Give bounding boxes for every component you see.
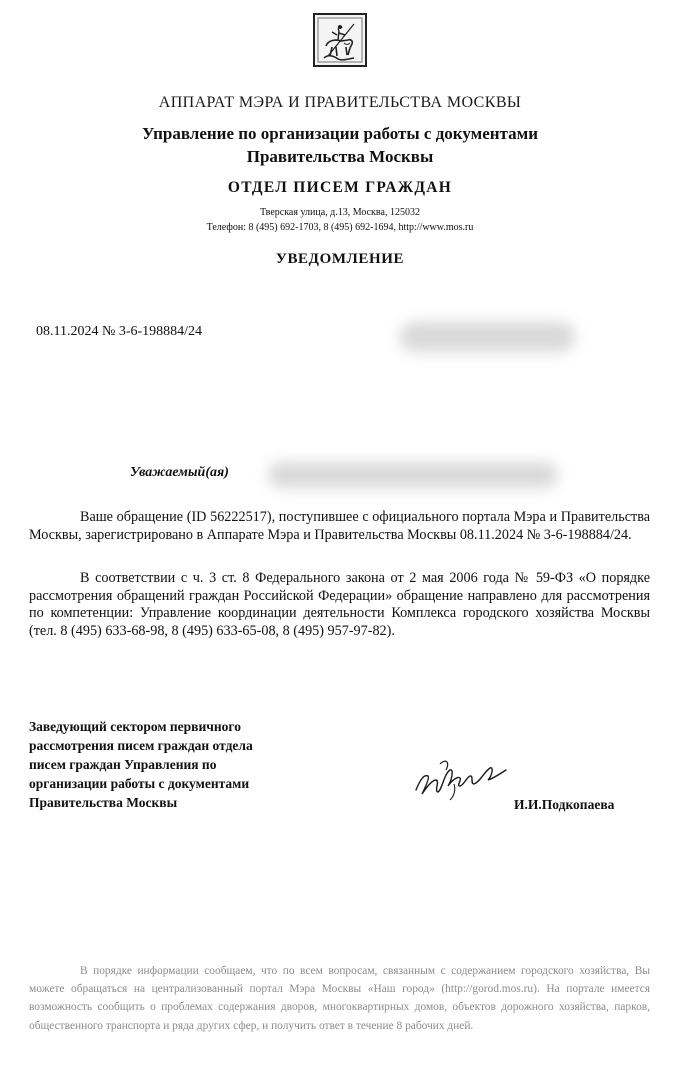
redacted-recipient-address (400, 322, 575, 352)
body-paragraph-2: В соответствии с ч. 3 ст. 8 Федерального закона от 2 мая 2006 года № 59-ФЗ «О порядке рассмотрения обращений граждан Российской Федерации» обращение направлено для рассмотрения по компетенции: Управление координации деятельности Комплекса городского хозяйства Москвы (тел. 8 (495) 633-68-98, 8 (495) 633-65-08, 8 (495) 957-97-82). (29, 570, 650, 639)
signer-position-line: организации работы с документами (29, 776, 250, 791)
registration-number: 08.11.2024 № 3-6-198884/24 (36, 324, 203, 339)
handwritten-signature (410, 750, 510, 805)
signer-position-line: писем граждан Управления по (29, 757, 217, 772)
redacted-recipient-name (268, 462, 558, 488)
signer-position-line: рассмотрения писем граждан отдела (29, 738, 253, 753)
notice-title: УВЕДОМЛЕНИЕ (275, 251, 405, 267)
signer-position-line: Правительства Москвы (29, 795, 178, 810)
signer-position (29, 717, 253, 812)
signer-position-line: Заведующий сектором первичного (29, 719, 241, 734)
organization-title: АППАРАТ МЭРА И ПРАВИТЕЛЬСТВА МОСКВЫ (158, 94, 522, 111)
division-title: ОТДЕЛ ПИСЕМ ГРАЖДАН (227, 179, 453, 196)
department-title-line1: Управление по организации работы с документами (142, 124, 538, 143)
footer-note: В порядке информации сообщаем, что по всем вопросам, связанным с содержанием городского хозяйства, Вы можете обращаться на централизованный портал Мэра Москвы «Наш город» (http://gorod.mos.ru). На портале имеется возможность сообщить о проблемах содержания дворов, многоквартирных домов, объектов дорожного хозяйства, парков, общественного транспорта и ряда других сфер, и получить ответ в течение 8 рабочих дней. (29, 965, 650, 1032)
body-paragraph-1: Ваше обращение (ID 56222517), поступившее с официального портала Мэра и Правительства Москвы, зарегистрировано в Аппарате Мэра и Правительства Москвы 08.11.2024 № 3-6-198884/24. (29, 509, 650, 543)
department-title-line2: Правительства Москвы (246, 147, 434, 166)
phone-line: Телефон: 8 (495) 692-1703, 8 (495) 692-1694, http://www.mos.ru (206, 222, 474, 233)
moscow-coat-of-arms-icon (310, 12, 370, 68)
address-line: Тверская улица, д.13, Москва, 125032 (260, 207, 420, 218)
signer-name: И.И.Подкопаева (514, 797, 615, 812)
greeting: Уважаемый(ая) (130, 465, 229, 480)
